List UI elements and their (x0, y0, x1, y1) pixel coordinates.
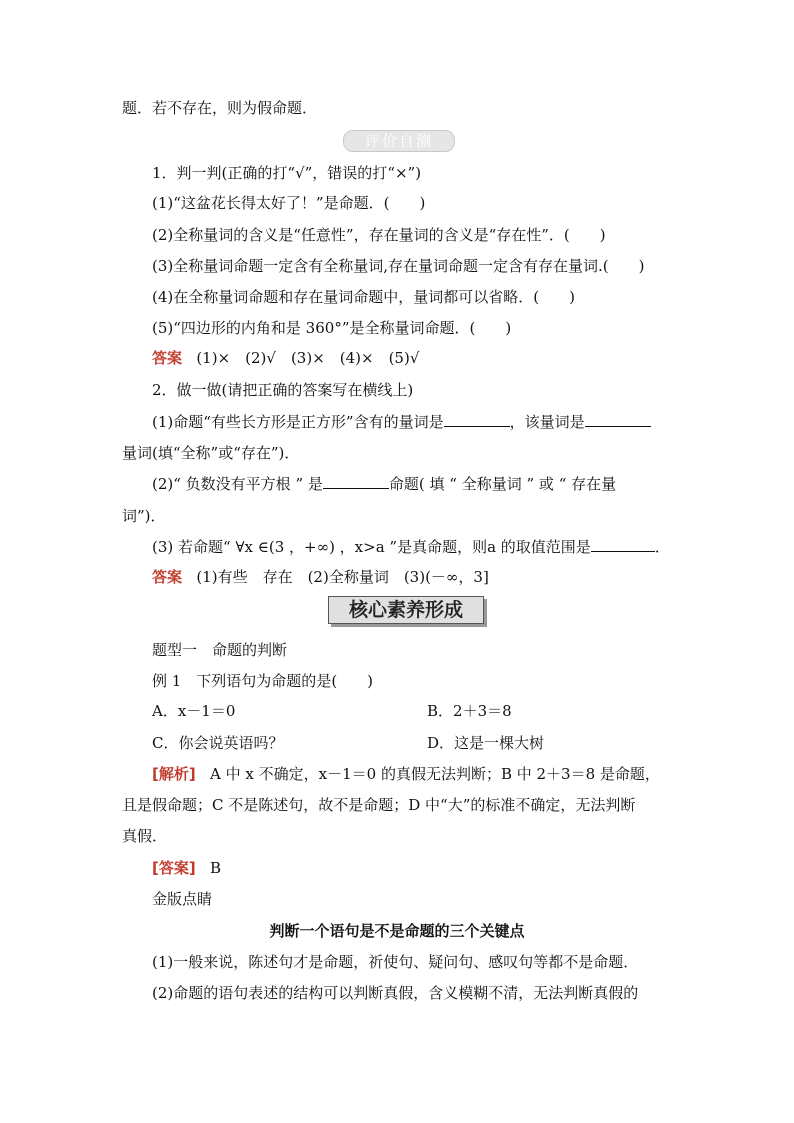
option-c: C．你会说英语吗？ (152, 734, 284, 752)
answer-blank (323, 474, 389, 489)
answer-blank (591, 537, 655, 552)
question-2-3-text-a: (3) 若命题“ ∀x ∈(3 ，+∞) ，x>a ”是真命题，则a 的取值范围是 (152, 538, 591, 556)
question-2-2-text-a: (2)“ 负数没有平方根 ” 是 (152, 475, 323, 493)
option-b: B．2＋3＝8 (427, 702, 512, 720)
question-2-answer-line (152, 567, 489, 587)
option-a: A．x－1＝0 (152, 702, 236, 720)
evaluation-badge: 评价自测 (343, 130, 455, 152)
question-1-answer: (1)× (2)√ (3)× (4)× (5)√ (196, 349, 420, 367)
question-2-1-line (152, 412, 651, 432)
analysis-line-1 (152, 764, 660, 784)
question-2-3-line (152, 537, 670, 557)
analysis-line-3: 真假． (122, 827, 168, 845)
key-points-title: 判断一个语句是不是命题的三个关键点 (269, 922, 525, 940)
example-1-stem: 例 1 下列语句为命题的是( ) (152, 672, 374, 690)
answer-bracket-label: [答案] (152, 859, 196, 877)
type-1-title: 题型一 命题的判断 (152, 641, 288, 659)
question-1-item-3: (3)全称量词命题一定含有全称量词,存在量词命题一定含有存在量词.( ) (152, 257, 645, 275)
question-2-answer: (1)有些 存在 (2)全称量词 (3)(－∞，3] (196, 568, 489, 586)
question-2-3-text-b: ． (654, 538, 670, 556)
intro-tail-text: 题．若不存在，则为假命题． (122, 99, 318, 117)
question-2-1-continued: 量词(填“全称”或“存在”)． (122, 444, 300, 462)
question-1-item-2: (2)全称量词的含义是“任意性”，存在量词的含义是“存在性”．( ) (152, 226, 606, 244)
question-1-item-5: (5)“四边形的内角和是 360°”是全称量词命题．( ) (152, 319, 512, 337)
question-1-answer-line (152, 348, 419, 368)
answer-label: 答案 (152, 568, 183, 586)
question-2-2-line (152, 474, 616, 494)
option-d: D．这是一棵大树 (427, 734, 545, 752)
question-2-1-text-a: (1)命题“有些长方形是正方形”含有的量词是 (152, 413, 444, 431)
question-2-title: 2．做一做(请把正确的答案写在横线上) (152, 381, 414, 399)
analysis-text-1: A 中 x 不确定，x－1＝0 的真假无法判断；B 中 2＋3＝8 是命题， (210, 765, 660, 783)
key-point-1: (1)一般来说，陈述句才是命题，祈使句、疑问句、感叹句等都不是命题． (152, 953, 639, 971)
answer-line (152, 858, 221, 878)
question-1-item-1: (1)“这盆花长得太好了！”是命题．( ) (152, 194, 426, 212)
answer-blank (585, 412, 651, 427)
question-2-2-text-b: 命题( 填 “ 全称量词 ” 或 “ 存在量 (388, 475, 617, 493)
analysis-label: [解析] (152, 765, 196, 783)
question-1-title: 1．判一判(正确的打“√”，错误的打“×”) (152, 164, 422, 182)
analysis-line-2: 且是假命题；C 不是陈述句，故不是命题；D 中“大”的标准不确定，无法判断 (122, 796, 636, 814)
answer-value: B (210, 859, 222, 877)
key-point-2: (2)命题的语句表述的结构可以判断真假，含义模糊不清，无法判断真假的 (152, 984, 639, 1002)
tips-title: 金版点睛 (152, 890, 213, 908)
question-1-item-4: (4)在全称量词命题和存在量词命题中，量词都可以省略．( ) (152, 288, 575, 306)
answer-blank (444, 412, 510, 427)
question-2-1-text-b: ，该量词是 (509, 413, 585, 431)
question-2-2-continued: 词”)． (122, 507, 166, 525)
answer-label: 答案 (152, 349, 183, 367)
core-literacy-badge: 核心素养形成 (328, 596, 484, 624)
